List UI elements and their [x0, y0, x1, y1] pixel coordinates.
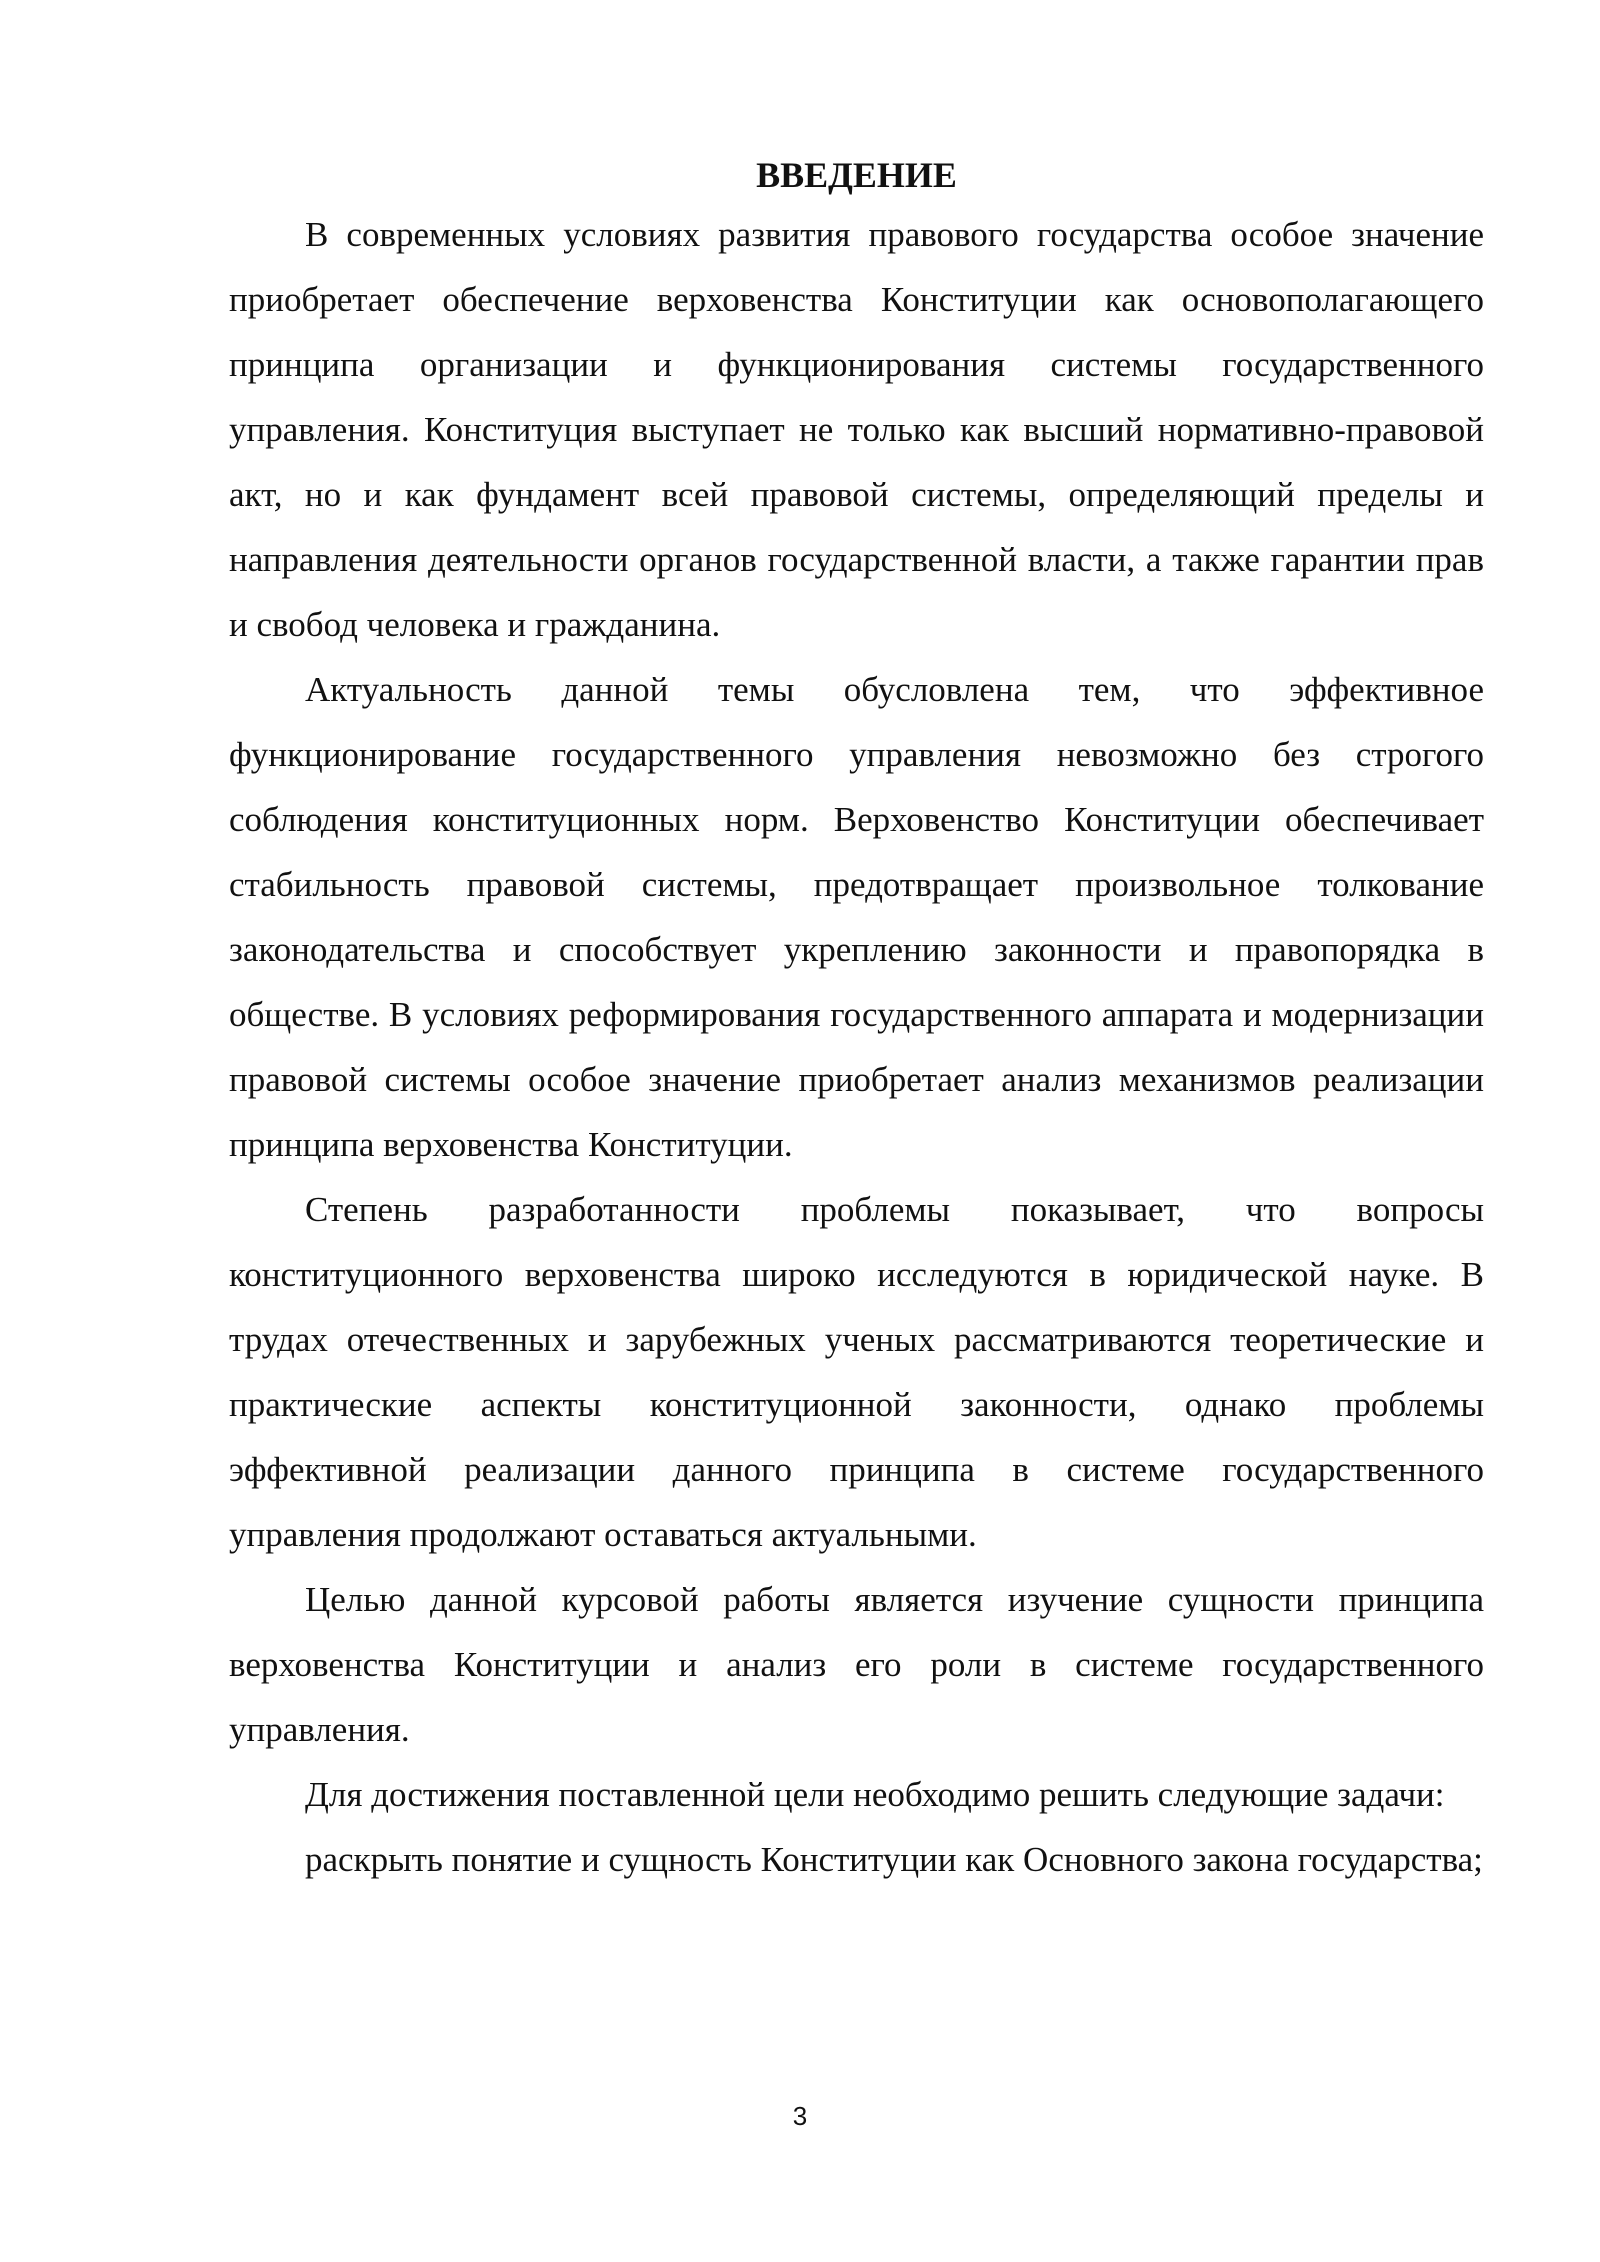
paragraph-goal: Целью данной курсовой работы является изучение сущности принципа верховенства Конституции и анализ его роли в системе государственного управления.	[229, 1580, 1484, 1749]
page-number: 3	[792, 2101, 808, 2131]
paragraph-intro: В современных условиях развития правового государства особое значение приобретает обеспечение верховенства Конституции как основополагающего принципа организации и функционирования системы государственного управления. Конституция выступает не только как высший нормативно-правовой акт, но и как фундамент всей правовой системы, определяющий пределы и направления деятельности органов государственной власти, а также гарантии прав и свобод человека и гражданина.	[229, 215, 1484, 644]
paragraph-tasks-intro: Для достижения поставленной цели необходимо решить следующие задачи:	[305, 1775, 1445, 1814]
paragraph-task-item: раскрыть понятие и сущность Конституции как Основного закона государства;	[305, 1840, 1483, 1879]
page-content	[229, 148, 1484, 1892]
paragraph-relevance: Актуальность данной темы обусловлена тем, что эффективное функционирование государственного управления невозможно без строгого соблюдения конституционных норм. Верховенство Конституции обеспечивает стабильность правовой системы, предотвращает произвольное толкование законодательства и способствует укреплению законности и правопорядка в обществе. В условиях реформирования государственного аппарата и модернизации правовой системы особое значение приобретает анализ механизмов реализации принципа верховенства Конституции.	[229, 670, 1484, 1164]
paragraph-research-degree: Степень разработанности проблемы показывает, что вопросы конституционного верховенства широко исследуются в юридической науке. В трудах отечественных и зарубежных ученых рассматриваются теоретические и практические аспекты конституционной законности, однако проблемы эффективной реализации данного принципа в системе государственного управления продолжают оставаться актуальными.	[229, 1190, 1484, 1554]
section-title: ВВЕДЕНИЕ	[756, 155, 957, 195]
